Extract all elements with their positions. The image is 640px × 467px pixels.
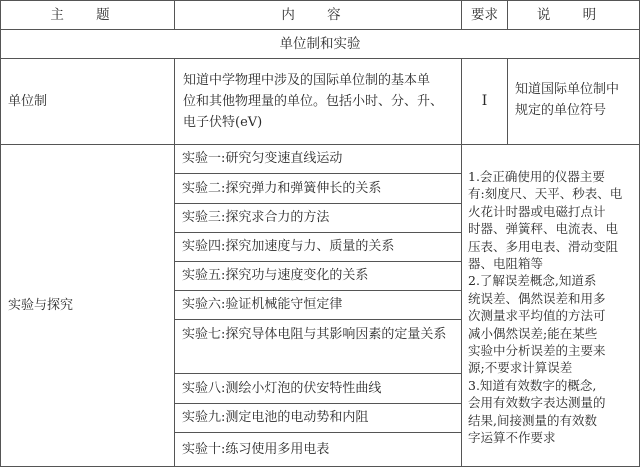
experiment-item: 实验五:探究功与速度变化的关系: [182, 268, 369, 283]
notes-line: 3.知道有效数字的概念,: [468, 377, 597, 393]
experiment-item: 实验一:研究匀变速直线运动: [182, 151, 343, 166]
units-content-line: 位和其他物理量的单位。包括小时、分、升、: [183, 94, 444, 109]
notes-line: 减小偶然误差;能在某些: [468, 325, 598, 341]
experiment-item: 实验二:探究弹力和弹簧伸长的关系: [182, 180, 382, 196]
header-content: 内 容: [281, 6, 355, 23]
units-notes: [515, 79, 637, 129]
notes-line: 时器、弹簧秤、电流表、电: [468, 221, 619, 237]
experiment-item: 实验四:探究加速度与力、质量的关系: [182, 239, 395, 254]
notes-line: 统误差、偶然误差和用多: [468, 290, 606, 306]
units-content-line: 知道中学物理中涉及的国际单位制的基本单: [183, 73, 431, 88]
notes-line: 结果,间接测量的有效数: [468, 412, 597, 428]
rule-left: [0, 0, 1, 467]
notes-line: 压表、多用电表、滑动变阻: [468, 238, 619, 254]
notes-line: 字运算不作要求: [468, 430, 556, 446]
experiments-notes: [468, 168, 638, 464]
notes-line: 器、电阻箱等: [468, 256, 544, 272]
experiment-item: 实验三:探究求合力的方法: [182, 210, 330, 225]
units-content-line: 电子伏特(eV): [183, 115, 263, 130]
units-notes-line: 知道国际单位制中: [515, 82, 620, 97]
header-notes: 说 明: [536, 6, 611, 23]
section-title: 单位制和实验: [279, 35, 361, 52]
experiments-topic: 实验与探究: [8, 298, 74, 313]
header-topic: 主 题: [50, 6, 124, 23]
notes-line: 火花计时器或电磁打点计: [468, 203, 606, 219]
experiment-item: 实验七:探究导体电阻与其影响因素的定量关系: [182, 327, 447, 342]
notes-line: 会用有效数字表达测量的: [468, 395, 606, 411]
header-level: 要求: [471, 6, 498, 23]
units-content: [183, 70, 459, 140]
notes-line: 源;不要求计算误差: [468, 360, 573, 376]
experiment-item: 实验八:测绘小灯泡的伏安特性曲线: [182, 380, 382, 396]
notes-line: 次测量求平均值的方法可: [468, 308, 606, 324]
notes-line: 2.了解误差概念,知道系: [468, 273, 597, 289]
units-notes-line: 规定的单位符号: [515, 103, 607, 118]
units-level: Ⅰ: [481, 93, 488, 109]
notes-line: 实验中分析误差的主要来: [468, 343, 606, 359]
notes-line: 1.会正确使用的仪器主要: [468, 169, 605, 184]
experiment-item: 实验九:测定电池的电动势和内阻: [182, 410, 369, 425]
rule-v3-b: [507, 58, 508, 144]
notes-line: 有:刻度尺、天平、秒表、电: [468, 186, 623, 202]
experiment-item: 实验六:验证机械能守恒定律: [182, 297, 343, 312]
experiment-item: 实验十:练习使用多用电表: [182, 441, 330, 457]
units-topic: 单位制: [8, 94, 48, 109]
